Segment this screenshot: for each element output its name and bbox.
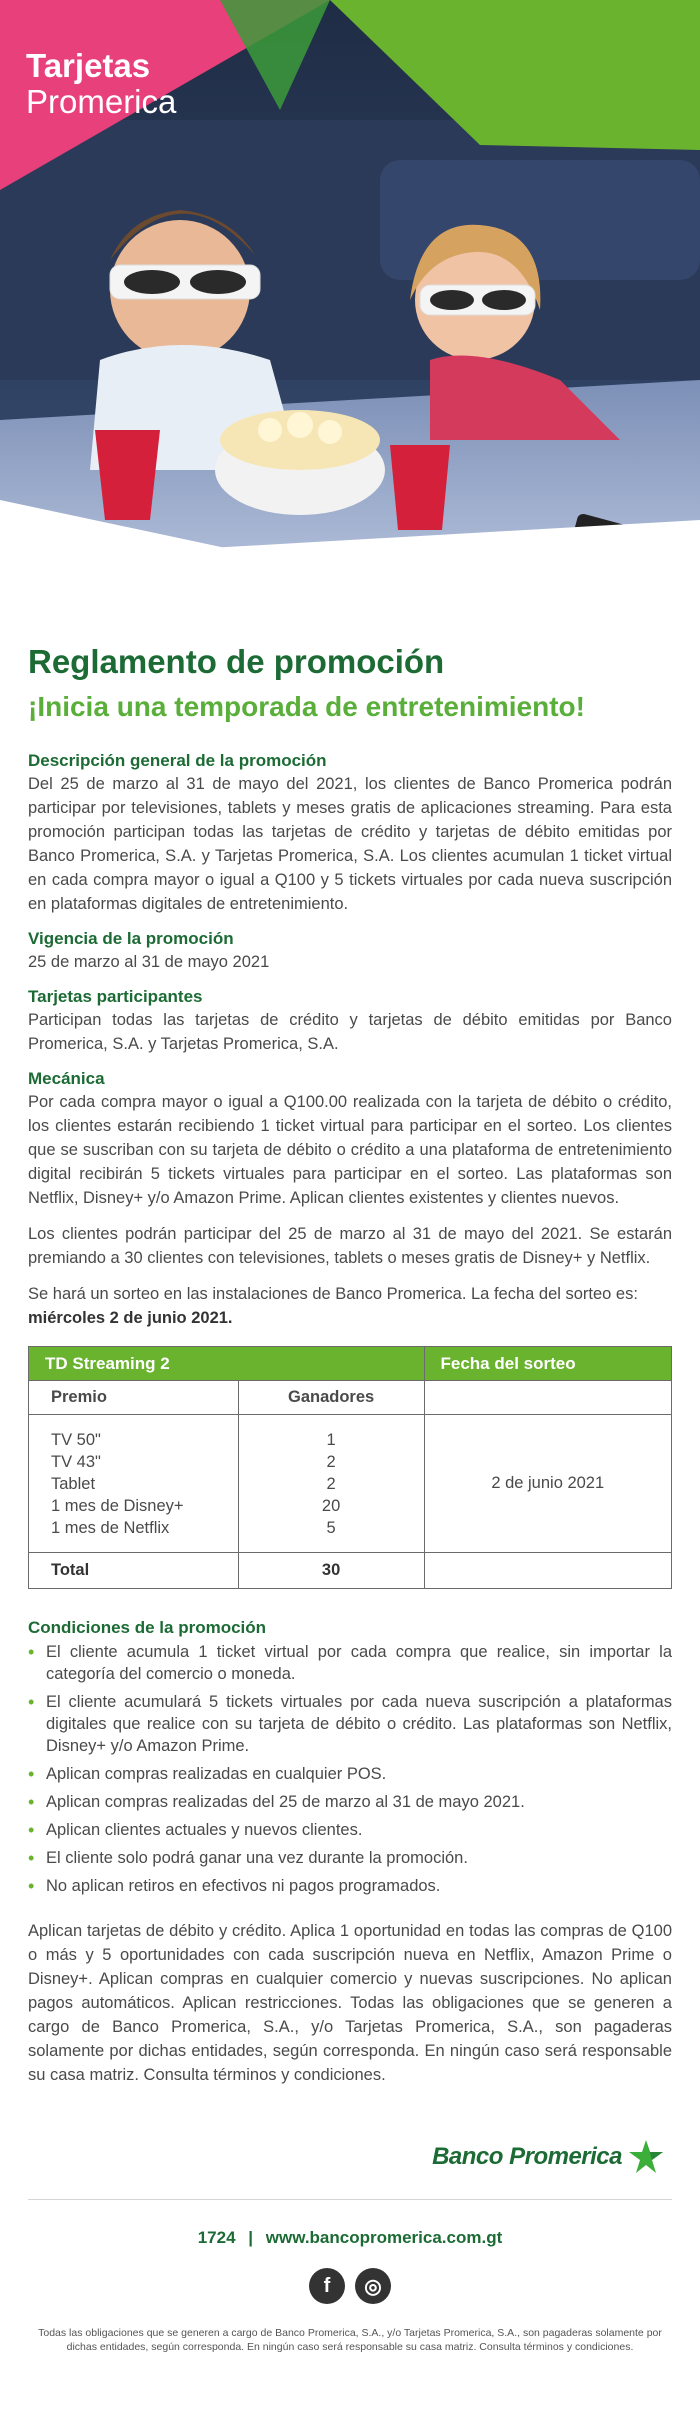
winner-count: 5 [326,1518,336,1537]
descripcion-text: Del 25 de marzo al 31 de mayo del 2021, los clientes de Banco Promerica podrán participar por televisiones, tablets y meses gratis de aplicaciones streaming. Para esta promoción participan todas las tarjetas de crédito y tarjetas de débito emitidas por Banco Promerica, S.A. y Tarjetas Promerica, S.A. Los clientes acumulan 1 ticket virtual en cada compra mayor o igual a Q100 y 5 tickets virtuales por cada nueva suscripción en plataformas digitales de entretenimiento. [28,775,672,913]
total-value: 30 [238,1553,424,1589]
mecanica-heading: Mecánica [28,1069,105,1088]
col-ganadores: Ganadores [238,1381,424,1415]
condition-item: • Aplican compras realizadas en cualquier POS. [28,1763,672,1785]
phone-number[interactable]: 1724 [197,2228,236,2247]
website-link[interactable]: www.bancopromerica.com.gt [265,2228,503,2247]
winner-count: 2 [326,1452,336,1471]
brand-line2: Promerica [26,83,177,120]
conditions-final-text: Aplican tarjetas de débito y crédito. Aplica 1 oportunidad en todas las compras de Q100 o más y 5 oportunidades con cada suscripción nueva en Netflix, Amazon Prime o Disney+. Aplican compras en cualquier comercio y nuevas suscripciones. No aplican pagos automáticos. Aplican restricciones. Todas las obligaciones que se generen a cargo de Banco Promerica, S.A., y/o Tarjetas Promerica, S.A., son pagaderas solamente por dichas entidades, según corresponda. En ningún caso será responsable su casa matriz. Consulta términos y condiciones. [28,1922,672,2084]
prize-item: TV 50" [51,1430,101,1449]
prize-table [28,1346,672,1589]
prize-item: TV 43" [51,1452,101,1471]
mecanica-p1: Por cada compra mayor o igual a Q100.00 realizada con la tarjeta de débito o crédito, los clientes estarán recibiendo 1 ticket virtual para participar en el sorteo. Los clientes que se suscriban con su tarjeta de débito o crédito a una plataforma de entretenimiento digital recibirán 5 tickets virtuales para participar en el sorteo. Las plataformas son Netflix, Disney+ y/o Amazon Prime. Aplican clientes existentes y clientes nuevos. [28,1093,672,1207]
prize-list-cell [29,1415,239,1553]
contact-separator: | [248,2228,254,2247]
col-premio: Premio [29,1381,239,1415]
table-header-left: TD Streaming 2 [29,1347,425,1381]
mecanica-p3 [28,1282,672,1330]
condition-item: • No aplican retiros en efectivos ni pagos programados. [28,1875,672,1897]
winner-count: 2 [326,1474,336,1493]
condition-item: • Aplican clientes actuales y nuevos clientes. [28,1819,672,1841]
prize-item: 1 mes de Disney+ [51,1496,184,1515]
star-logo-icon [626,2137,666,2177]
vigencia-heading: Vigencia de la promoción [28,929,234,948]
table-header-right: Fecha del sorteo [424,1347,672,1381]
conditions-list [28,1641,672,1897]
mecanica-p2: Los clientes podrán participar del 25 de marzo al 31 de mayo del 2021. Se estarán premiando a 30 clientes con televisiones, tablets o meses gratis de Disney+ y Netflix. [28,1225,672,1267]
vigencia-text: 25 de marzo al 31 de mayo 2021 [28,953,270,971]
prize-list [51,1429,216,1539]
hero-banner [0,0,700,600]
condition-item: • El cliente acumulará 5 tickets virtuales por cada nueva suscripción a plataformas digitales que realice con su tarjeta de débito o crédito. Las plataformas son Netflix, Disney+ y/o Amazon Prime. [28,1691,672,1757]
prize-item: 1 mes de Netflix [51,1518,170,1537]
tarjetas-text: Participan todas las tarjetas de crédito y tarjetas de débito emitidas por Banco Promerica, S.A. y Tarjetas Promerica, S.A. [28,1011,672,1053]
brand-line1: Tarjetas [26,47,151,84]
instagram-icon[interactable]: ◎ [355,2268,391,2304]
winner-count: 20 [321,1496,341,1515]
condition-item: • El cliente acumula 1 ticket virtual por cada compra que realice, sin importar la categoría del comercio o moneda. [28,1641,672,1685]
main-content [0,642,700,2354]
bank-logo-text: Banco Promerica [432,2143,622,2170]
draw-date-highlight: miércoles 2 de junio 2021. [28,1309,233,1327]
bank-logo [28,2137,672,2177]
winners-list [261,1429,402,1539]
prize-item: Tablet [51,1474,96,1493]
conditions-section [28,1617,672,2087]
tarjetas-heading: Tarjetas participantes [28,987,203,1006]
descripcion-heading: Descripción general de la promoción [28,751,327,770]
total-label: Total [29,1553,239,1589]
condition-item: • Aplican compras realizadas del 25 de marzo al 31 de mayo 2021. [28,1791,672,1813]
winners-list-cell [238,1415,424,1553]
page-title: Reglamento de promoción [28,643,445,680]
empty-cell [424,1381,672,1415]
page-subtitle: ¡Inicia una temporada de entretenimiento! [28,691,585,722]
empty-total-cell [424,1553,672,1589]
brand-title [26,48,176,120]
footer-divider [28,2199,672,2200]
winner-count: 1 [326,1430,336,1449]
facebook-icon[interactable]: f [309,2268,345,2304]
contact-line [28,2228,672,2248]
mecanica-p3-prefix: Se hará un sorteo en las instalaciones de Banco Promerica. La fecha del sorteo es: [28,1285,638,1303]
footer-disclaimer: Todas las obligaciones que se generen a cargo de Banco Promerica, S.A., y/o Tarjetas Promerica, S.A., son pagaderas solamente por dichas entidades, según corresponda. En ningún caso será responsable su casa matriz. Consulta términos y condiciones. [38,2327,662,2353]
conditions-heading: Condiciones de la promoción [28,1618,267,1637]
draw-date-cell: 2 de junio 2021 [424,1415,672,1553]
social-links [28,2268,672,2304]
condition-item: • El cliente solo podrá ganar una vez durante la promoción. [28,1847,672,1869]
